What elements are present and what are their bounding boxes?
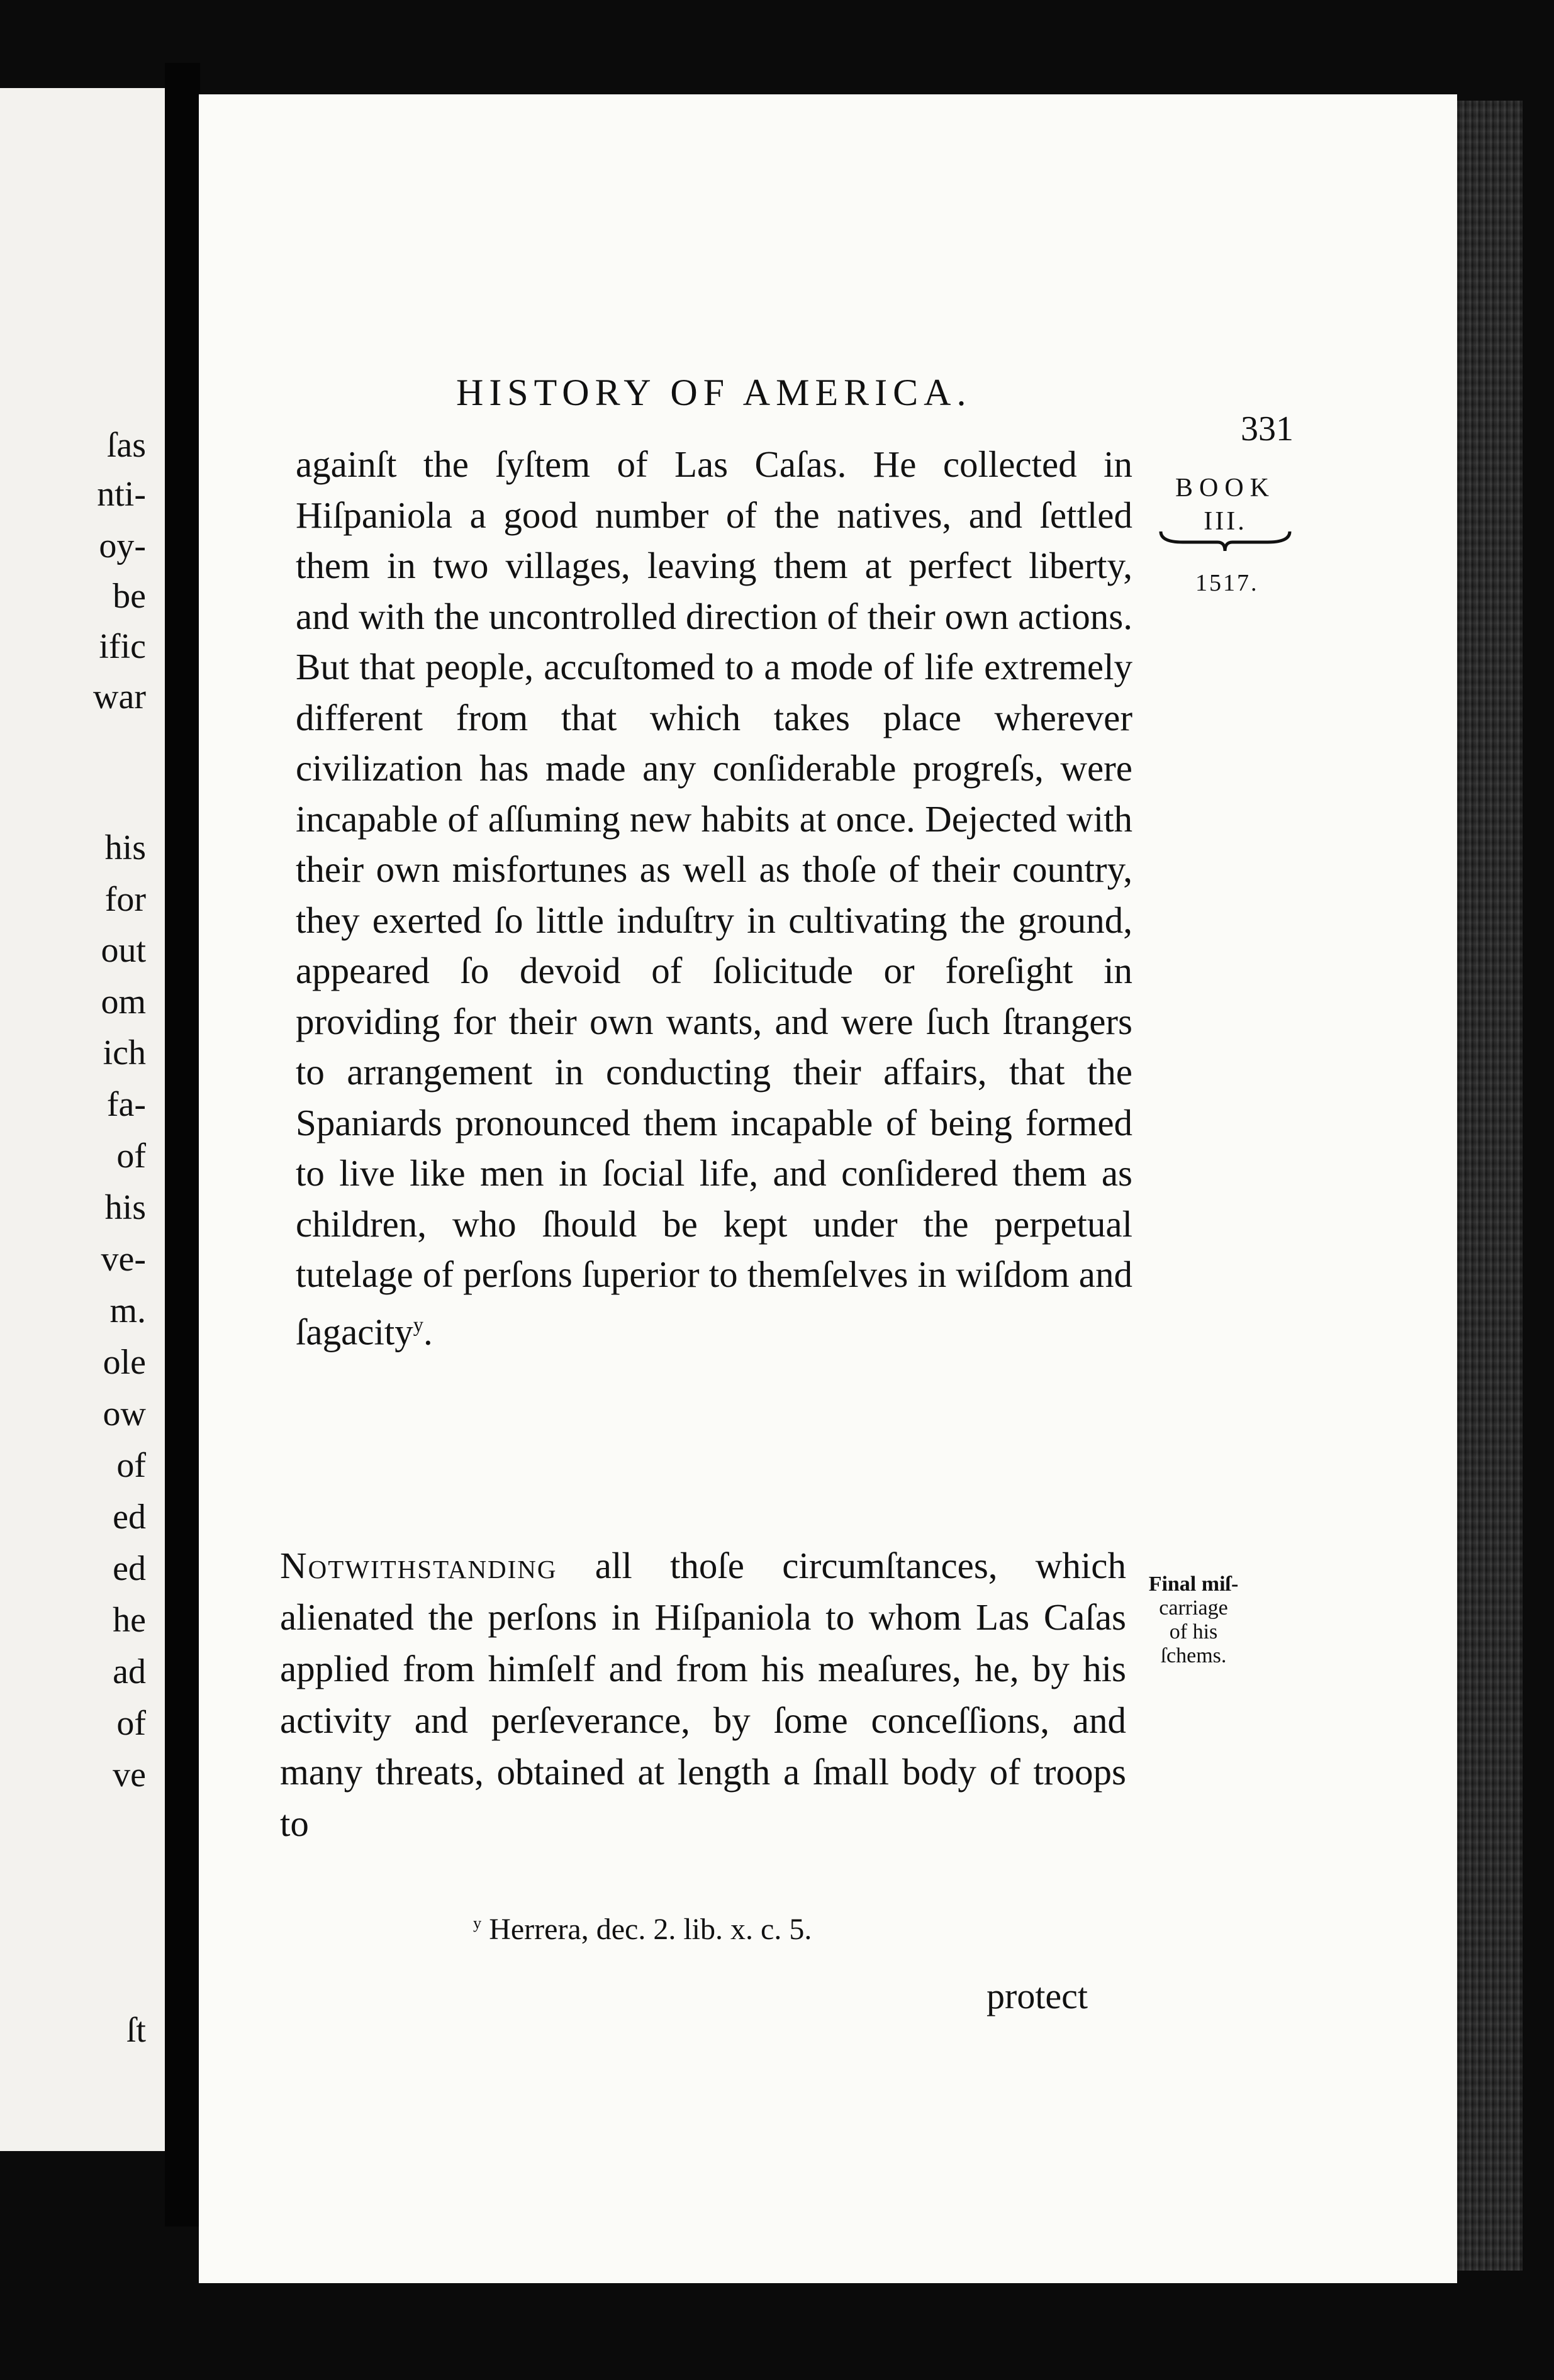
paragraph-1-end: .: [423, 1311, 433, 1353]
line-fragment: fa-: [106, 1085, 146, 1124]
book-volume: III.: [1204, 506, 1247, 536]
line-fragment: ich: [103, 1033, 146, 1072]
paragraph-2-text: all thoſe circumſtances, which alienated the perſons in Hiſpaniola to whom Las Caſas applied from himſelf and from his meaſures, he, by his activity and perſeverance, by ſome conceſſions, and many threats, obtained at length a ſmall body of troops to: [280, 1545, 1126, 1844]
line-fragment: his: [104, 1188, 146, 1227]
margin-note: [1134, 1572, 1253, 1668]
catchword: protect: [987, 1976, 1088, 2016]
line-fragment: ve-: [101, 1240, 146, 1279]
line-fragment: ific: [99, 627, 146, 666]
line-fragment: ſas: [106, 426, 146, 465]
line-fragment: ſt: [126, 2011, 146, 2050]
running-title: HISTORY OF AMERICA.: [456, 372, 972, 413]
line-fragment: of: [116, 1137, 146, 1176]
book-gutter: [165, 63, 200, 2227]
footnote-text: Herrera, dec. 2. lib. x. c. 5.: [489, 1913, 812, 1946]
line-fragment: ed: [113, 1498, 146, 1537]
paragraph-1: [296, 439, 1132, 1357]
line-fragment: ow: [103, 1394, 146, 1433]
line-fragment: om: [101, 982, 146, 1021]
line-fragment: ad: [113, 1652, 146, 1691]
line-fragment: his: [104, 828, 146, 867]
line-fragment: ve: [113, 1755, 146, 1794]
previous-page: [0, 88, 165, 2151]
paragraph-2: [280, 1540, 1126, 1849]
note-line: carriage: [1159, 1596, 1228, 1620]
page-edges: [1447, 101, 1523, 2271]
line-fragment: oy-: [99, 526, 146, 565]
main-text: [296, 439, 1132, 1357]
footnote-ref: y: [413, 1313, 423, 1337]
line-fragment: ed: [113, 1549, 146, 1588]
line-fragment: war: [93, 677, 146, 716]
paragraph-1-text: againſt the ſyſtem of Las Caſas. He collected in Hiſpaniola a good number of the natives, and ſettled them in two villages, leaving them at perfect liberty, and with the uncontrolled direction of their own actions. But that people, accuſtomed to a mode of life extremely different from that which takes place wherever civilization has made any conſiderable progreſs, were incapable of aſſuming new habits at once. Dejected with their own misfortunes as well as thoſe of their country, they exerted ſo little induſtry in cultivating the ground, appeared ſo devoid of ſolicitude or foreſight in providing for their own wants, and were ſuch ſtrangers to arrangement in conducting their affairs, that the Spaniards pronounced them incapable of being formed to live like men in ſocial life, and conſidered them as children, who ſhould be kept under the perpetual tutelage of perſons ſuperior to themſelves in wiſdom and ſagacity: [296, 443, 1132, 1353]
note-line: ſchems.: [1160, 1644, 1227, 1667]
footnote-marker: y: [473, 1913, 482, 1932]
paragraph-2-lead: Notwithstanding: [280, 1545, 557, 1586]
line-fragment: of: [116, 1446, 146, 1485]
line-fragment: he: [113, 1601, 146, 1640]
line-fragment: be: [113, 577, 146, 616]
margin-year: 1517.: [1195, 570, 1259, 596]
book-label: BOOK: [1175, 474, 1275, 503]
line-fragment: nti-: [97, 475, 146, 514]
note-line: of his: [1169, 1620, 1218, 1643]
line-fragment: out: [101, 931, 146, 970]
brace-icon: [1158, 528, 1293, 553]
note-line: Final miſ-: [1148, 1572, 1239, 1596]
footnote: [473, 1912, 812, 1947]
page-number: 331: [1241, 409, 1294, 448]
line-fragment: for: [104, 880, 146, 919]
line-fragment: m.: [109, 1291, 146, 1330]
line-fragment: ole: [103, 1343, 146, 1382]
line-fragment: of: [116, 1704, 146, 1743]
